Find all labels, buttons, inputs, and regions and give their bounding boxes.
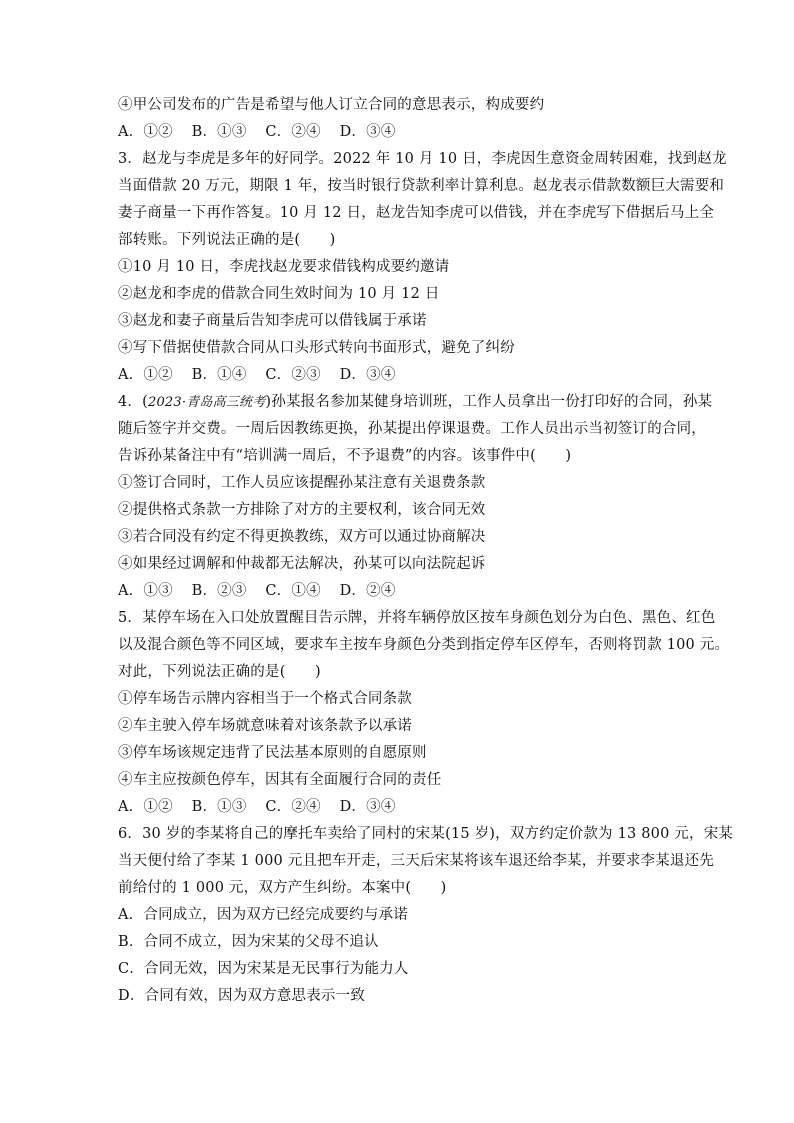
q4-stem-line-1-rest: )孙某报名参加某健身培训班，工作人员拿出一份打印好的合同，孙某	[265, 394, 713, 410]
q3-option-c[interactable]: C．②③	[265, 367, 321, 383]
q5-option-b[interactable]: B．①③	[191, 799, 247, 815]
q3-option-a[interactable]: A．①②	[118, 367, 173, 383]
q3-statement-1: ①10 月 10 日，李虎找赵龙要求借钱构成要约邀请	[118, 259, 450, 275]
q6-choice-a[interactable]: A．合同成立，因为双方已经完成要约与承诺	[118, 907, 408, 923]
q2-option-a[interactable]: A．①②	[118, 124, 173, 140]
q4-number: 4．(	[118, 394, 148, 410]
q4-statement-2: ②提供格式条款一方排除了对方的主要权利，该合同无效	[118, 502, 486, 518]
q4-option-c[interactable]: C．①④	[265, 583, 321, 599]
q6-stem-line-1: 6．30 岁的李某将自己的摩托车卖给了同村的宋某(15 岁)，双方约定价款为 13 800 元，宋某	[118, 826, 734, 842]
q2-option-c[interactable]: C．②④	[265, 124, 321, 140]
q4-option-d[interactable]: D．②④	[339, 583, 396, 599]
q4-stem-line-1	[118, 389, 713, 416]
q2-option-b[interactable]: B．①③	[191, 124, 247, 140]
q6-choice-d[interactable]: D．合同有效，因为双方意思表示一致	[118, 988, 366, 1004]
q4-statement-4: ④如果经过调解和仲裁都无法解决，孙某可以向法院起诉	[118, 556, 486, 572]
q2-statement-4: ④甲公司发布的广告是希望与他人订立合同的意思表示，构成要约	[118, 97, 545, 113]
q5-statement-2: ②车主驶入停车场就意味着对该条款予以承诺	[118, 718, 412, 734]
q3-options	[118, 362, 678, 389]
q4-statement-1: ①签订合同时，工作人员应该提醒孙某注意有关退费条款	[118, 475, 486, 491]
q6-stem-line-3: 前给付的 1 000 元，双方产生纠纷。本案中( )	[118, 880, 447, 896]
q3-stem-line-2: 当面借款 20 万元，期限 1 年，按当时银行贷款利率计算利息。赵龙表示借款数额巨大需要和	[118, 178, 725, 194]
q4-stem-line-3: 告诉孙某备注中有“培训满一周后，不予退费”的内容。该事件中( )	[118, 448, 572, 464]
q5-statement-1: ①停车场告示牌内容相当于一个格式合同条款	[118, 691, 412, 707]
q4-option-b[interactable]: B．②③	[191, 583, 247, 599]
q3-option-d[interactable]: D．③④	[339, 367, 396, 383]
q5-stem-line-3: 对此，下列说法正确的是( )	[118, 664, 321, 680]
q4-option-a[interactable]: A．①③	[118, 583, 173, 599]
q6-choice-b[interactable]: B．合同不成立，因为宋某的父母不追认	[118, 934, 379, 950]
q2-option-d[interactable]: D．③④	[339, 124, 396, 140]
q5-option-c[interactable]: C．②④	[265, 799, 321, 815]
q6-choice-c[interactable]: C．合同无效，因为宋某是无民事行为能力人	[118, 961, 409, 977]
q5-stem-line-1: 5．某停车场在入口处放置醒目告示牌，并将车辆停放区按车身颜色划分为白色、黑色、红色	[118, 610, 716, 626]
q3-option-b[interactable]: B．①④	[191, 367, 247, 383]
q3-stem-line-1: 3．赵龙与李虎是多年的好同学。2022 年 10 月 10 日，李虎因生意资金周转困难，找到赵龙	[118, 151, 727, 167]
q3-statement-4: ④写下借据使借款合同从口头形式转向书面形式，避免了纠纷	[118, 340, 515, 356]
q3-statement-3: ③赵龙和妻子商量后告知李虎可以借钱属于承诺	[118, 313, 427, 329]
q4-source: 2023·青岛高三统考	[147, 395, 266, 410]
q3-statement-2: ②赵龙和李虎的借款合同生效时间为 10 月 12 日	[118, 286, 440, 302]
q6-stem-line-2: 当天便付给了李某 1 000 元且把车开走，三天后宋某将该车退还给李某，并要求李某退还先	[118, 853, 715, 869]
q3-stem-line-3: 妻子商量一下再作答复。10 月 12 日，赵龙告知李虎可以借钱，并在李虎写下借据后马上全	[118, 205, 715, 221]
q5-statement-4: ④车主应按颜色停车，因其有全面履行合同的责任	[118, 772, 442, 788]
q5-stem-line-2: 以及混合颜色等不同区域，要求车主按车身颜色分类到指定停车区停车，否则将罚款 100 元。	[118, 637, 730, 653]
q5-options	[118, 794, 678, 821]
q5-statement-3: ③停车场该规定违背了民法基本原则的自愿原则	[118, 745, 427, 761]
q5-option-a[interactable]: A．①②	[118, 799, 173, 815]
q4-statement-3: ③若合同没有约定不得更换教练，双方可以通过协商解决	[118, 529, 486, 545]
q4-options	[118, 578, 678, 605]
q4-stem-line-2: 随后签字并交费。一周后因教练更换，孙某提出停课退费。工作人员出示当初签订的合同，	[118, 421, 706, 437]
q5-option-d[interactable]: D．③④	[339, 799, 396, 815]
q2-options	[118, 119, 678, 146]
q3-stem-line-4: 部转账。下列说法正确的是( )	[118, 232, 336, 248]
exam-page	[118, 92, 734, 1010]
